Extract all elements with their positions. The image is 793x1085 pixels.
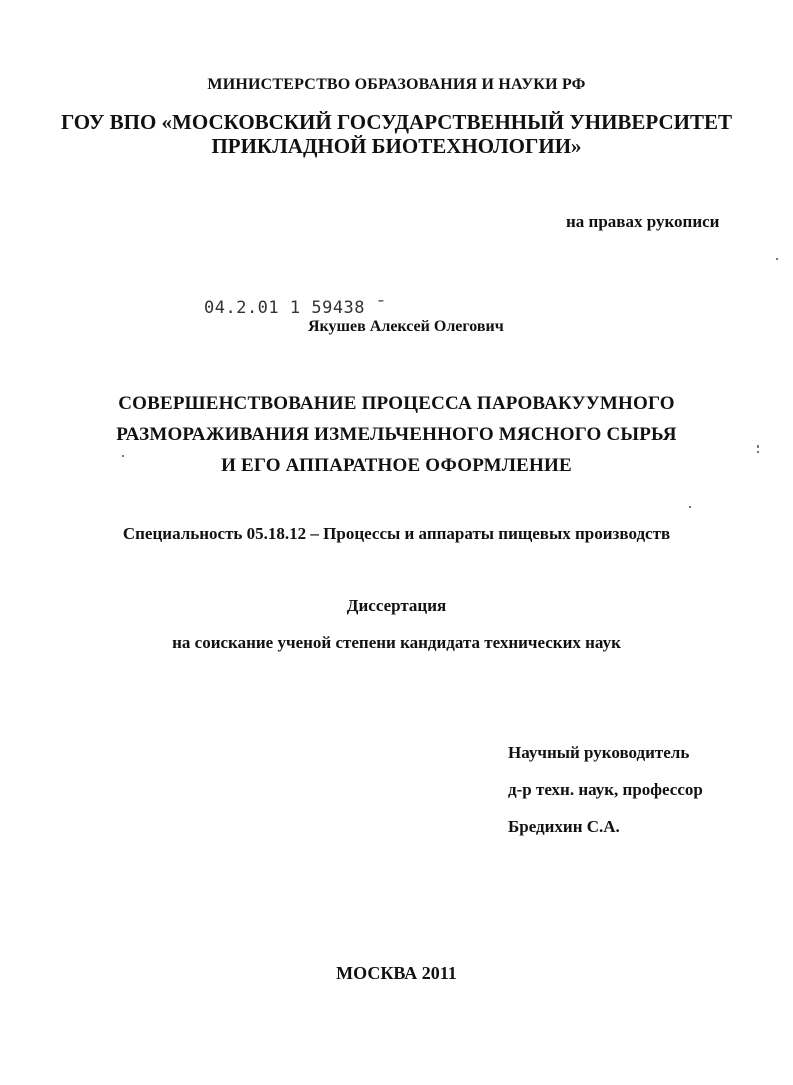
- manuscript-note: на правах рукописи: [566, 212, 720, 231]
- university-name-line1: ГОУ ВПО «МОСКОВСКИЙ ГОСУДАРСТВЕННЫЙ УНИВЕРСИТЕТ: [60, 110, 733, 134]
- scan-speck: [757, 451, 759, 453]
- thesis-title-line2: РАЗМОРАЖИВАНИЯ ИЗМЕЛЬЧЕННОГО МЯСНОГО СЫРЬЯ: [116, 424, 677, 445]
- thesis-title-line3: И ЕГО АППАРАТНОЕ ОФОРМЛЕНИЕ: [221, 455, 572, 476]
- city-year: МОСКВА 2011: [336, 963, 457, 983]
- supervisor-name: Бредихин С.А.: [508, 817, 620, 836]
- registration-stamp-number: 04.2.01 1 59438 ˉ: [204, 298, 387, 318]
- specialty-line: Специальность 05.18.12 – Процессы и аппараты пищевых производств: [122, 524, 671, 543]
- university-name-line2: ПРИКЛАДНОЙ БИОТЕХНОЛОГИИ»: [211, 134, 582, 158]
- dissertation-label: Диссертация: [346, 596, 447, 615]
- scan-speck: [757, 445, 759, 448]
- thesis-title-line1: СОВЕРШЕНСТВОВАНИЕ ПРОЦЕССА ПАРОВАКУУМНОГО: [118, 393, 675, 414]
- scan-speck: [776, 258, 778, 260]
- degree-line: на соискание ученой степени кандидата технических наук: [172, 633, 621, 652]
- scan-speck: [689, 506, 691, 508]
- supervisor-role: Научный руководитель: [508, 743, 690, 762]
- supervisor-title: д-р техн. наук, профессор: [508, 780, 703, 799]
- scan-speck: [122, 455, 124, 457]
- ministry-heading: МИНИСТЕРСТВО ОБРАЗОВАНИЯ И НАУКИ РФ: [207, 76, 586, 93]
- author-name: Якушев Алексей Олегович: [308, 318, 504, 335]
